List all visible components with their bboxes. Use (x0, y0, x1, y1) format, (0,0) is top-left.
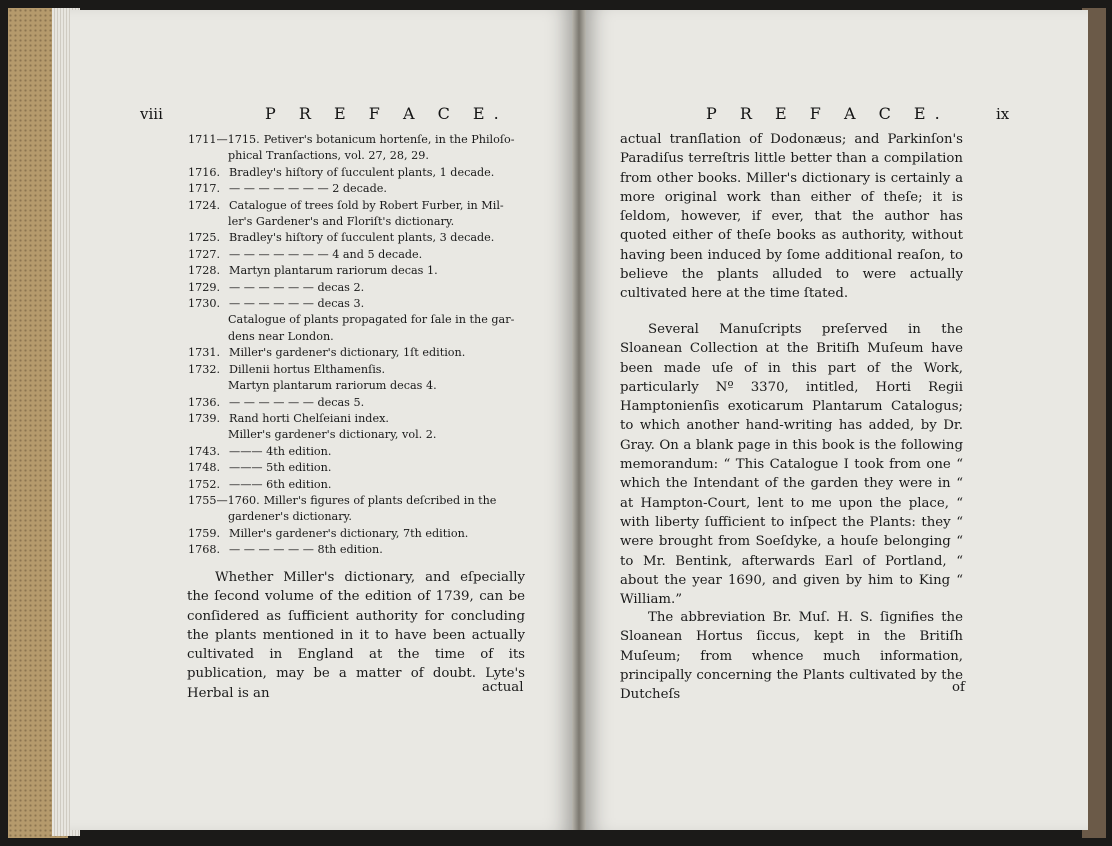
body-paragraph: Whether Miller's dictionary, and eſpecially the ſecond volume of the edition of 1739, can be conſidered as ſufficient authority for concluding the plants mentioned in it to have been actually cultivated in England at the time of its publication, may be a matter of doubt. Lyte's Herbal is an (187, 570, 525, 701)
list-year: 1730. (188, 297, 221, 311)
list-text: — — — — — — — 2 decade. (229, 182, 387, 196)
list-text: Dillenii hortus Elthamenſis. (229, 362, 386, 376)
list-entry (188, 296, 528, 312)
list-year: 1768. (188, 543, 221, 557)
list-text: Miller's gardener's dictionary, 7th edition. (229, 526, 469, 540)
list-text: — — — — — — decas 2. (229, 280, 365, 294)
list-text: dens near London. (228, 329, 334, 343)
catchword: of (952, 680, 965, 695)
running-head: P R E F A C E. (706, 104, 949, 123)
list-text: Martyn plantarum rariorum decas 4. (228, 379, 437, 393)
list-text: Bradley's hiſtory of ſucculent plants, 1 decade. (229, 165, 495, 179)
body-paragraph-2: Several Manuſcripts preſerved in the Sloanean Collection at the Britiſh Muſeum have been made uſe of in this part of the Work, particularly Nº 3370, intitled, Horti Regii Hamptonienſis exoticarum Plantarum Catalogus; to which another hand-writing has added, by Dr. Gray. On a blank page in this book is the following memorandum: “ This Catalogue I took from one “ which the Intendant of the garden they were in “ at Hampton-Court, lent to me upon the place, “ with liberty ſufficient to inſpect the Plants: they “ were brought from Soeſdyke, a houſe belonging “ to Mr. Bentink, afterwards Earl of Portland, “ about the year 1690, and given by him to King “ William.” (620, 322, 963, 608)
list-year: 1759. (188, 526, 221, 540)
right-page (586, 10, 1088, 830)
list-entry (188, 444, 528, 460)
list-year: 1743. (188, 444, 221, 458)
list-text: Martyn plantarum rariorum decas 1. (229, 264, 438, 278)
list-entry (188, 345, 528, 361)
list-entry (188, 329, 528, 345)
list-text: — — — — — — — 4 and 5 decade. (229, 247, 423, 261)
list-entry (188, 247, 528, 263)
list-text: — — — — — — 8th edition. (229, 543, 383, 557)
list-text: ——— 5th edition. (229, 461, 332, 475)
list-text: — — — — — — decas 5. (229, 395, 365, 409)
left-page (70, 10, 572, 830)
list-text: ler's Gardener's and Floriſt's dictionary. (228, 215, 455, 229)
list-entry (188, 395, 528, 411)
list-year: 1727. (188, 247, 221, 261)
page-number: viii (140, 105, 163, 123)
page-number: ix (996, 105, 1010, 123)
list-entry (188, 378, 528, 394)
list-text: Catalogue of trees ſold by Robert Furber, in Mil- (229, 198, 504, 212)
list-year: 1725. (188, 231, 221, 245)
list-text: Catalogue of plants propagated for ſale in the gar- (228, 313, 515, 327)
list-text: ——— 4th edition. (229, 444, 332, 458)
list-text: Miller's figures of plants deſcribed in the (263, 493, 497, 507)
list-entry (188, 181, 528, 197)
list-text: ——— 6th edition. (229, 477, 332, 491)
list-year: 1755—1760. (188, 493, 260, 507)
list-year: 1716. (188, 165, 221, 179)
gutter (572, 10, 586, 830)
list-year: 1717. (188, 182, 221, 196)
chronological-list (188, 132, 528, 559)
list-entry (188, 312, 528, 328)
list-year: 1728. (188, 264, 221, 278)
list-entry (188, 165, 528, 181)
list-year: 1739. (188, 411, 221, 425)
list-year: 1731. (188, 346, 221, 360)
list-text: phical Tranſactions, vol. 27, 28, 29. (228, 149, 429, 163)
list-text: Rand horti Chelſeiani index. (229, 411, 389, 425)
list-entry (188, 198, 528, 214)
list-entry (188, 148, 528, 164)
running-head: P R E F A C E. (265, 104, 508, 123)
body-paragraph-3: The abbreviation Br. Muſ. H. S. ſignifies the Sloanean Hortus ſiccus, kept in the Britiſh Muſeum; from whence much information, principally concerning the Plants cultivated by the Dutcheſs (620, 610, 963, 703)
list-entry (188, 280, 528, 296)
list-entry (188, 214, 528, 230)
list-entry (188, 509, 528, 525)
list-year: 1748. (188, 461, 221, 475)
list-entry (188, 477, 528, 493)
list-entry (188, 493, 528, 509)
list-year: 1724. (188, 198, 221, 212)
list-text: — — — — — — decas 3. (229, 297, 365, 311)
list-entry (188, 542, 528, 558)
list-entry (188, 427, 528, 443)
list-text: Miller's gardener's dictionary, vol. 2. (228, 428, 437, 442)
list-text: Petiver's botanicum hortenſe, in the Philoſo- (263, 133, 515, 146)
list-year: 1729. (188, 280, 221, 294)
list-text: Miller's gardener's dictionary, 1ſt edition. (229, 346, 466, 360)
list-entry (188, 411, 528, 427)
list-entry (188, 526, 528, 542)
list-entry (188, 230, 528, 246)
list-year: 1736. (188, 395, 221, 409)
list-year: 1711—1715. (188, 133, 260, 146)
list-text: Bradley's hiſtory of ſucculent plants, 3 decade. (229, 231, 495, 245)
list-year: 1752. (188, 477, 221, 491)
list-entry (188, 460, 528, 476)
list-year: 1732. (188, 362, 221, 376)
list-text: gardener's dictionary. (228, 510, 352, 524)
catchword: actual (482, 680, 524, 695)
body-paragraph-1: actual tranſlation of Dodonæus; and Parkinſon's Paradiſus terreſtris little better than a compilation from other books. Miller's dictionary is certainly a more original work than either of theſe; it is ſeldom, however, if ever, that the author has quoted either of theſe books as authority, without having been induced by ſome additional reaſon, to believe the plants alluded to were actually cultivated here at the time ſtated. (620, 132, 963, 302)
list-entry (188, 132, 528, 148)
list-entry (188, 362, 528, 378)
list-entry (188, 263, 528, 279)
